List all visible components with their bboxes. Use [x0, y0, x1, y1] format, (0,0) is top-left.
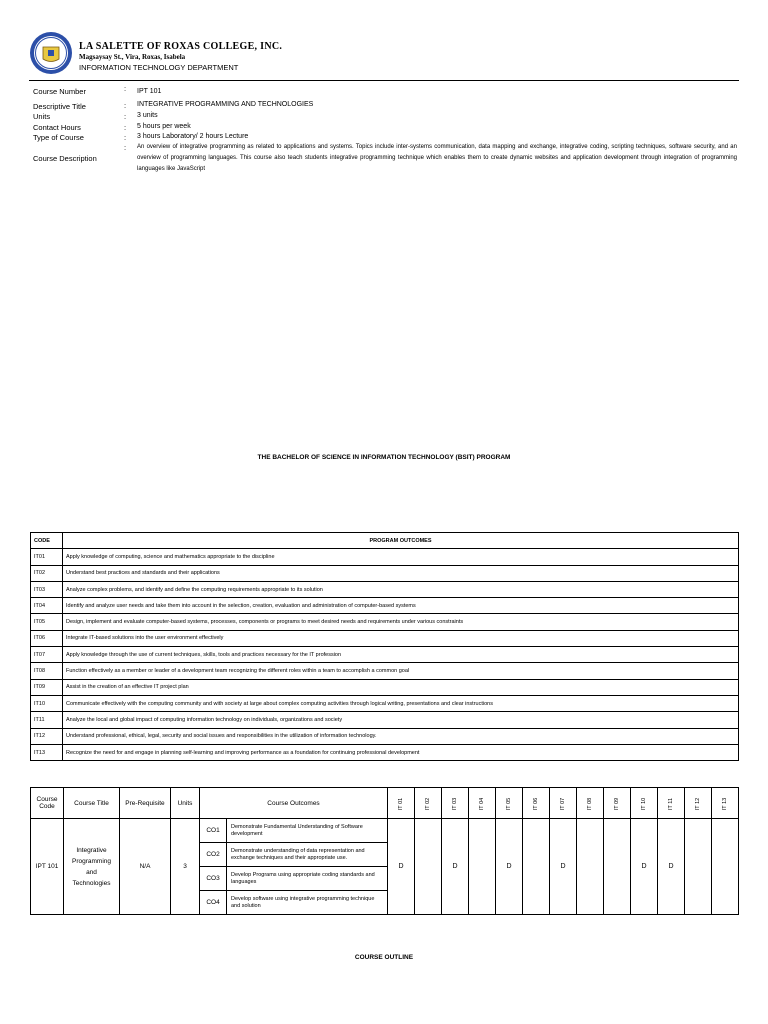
units-value: 3 units — [137, 112, 158, 119]
it-column-header — [469, 788, 496, 819]
colon: : — [124, 123, 127, 132]
outcome-text: Identify and analyze user needs and take them into account in the selection, creation, evaluation and administration of computer-based systems — [63, 598, 739, 614]
course-outline-heading: COURSE OUTLINE — [354, 954, 414, 961]
outcome-code: IT03 — [31, 581, 63, 597]
department-name: INFORMATION TECHNOLOGY DEPARTMENT — [79, 63, 239, 72]
outcome-text: Apply knowledge of computing, science and mathematics appropriate to the discipline — [63, 549, 739, 565]
table-row — [31, 630, 739, 646]
outcome-code: IT12 — [31, 728, 63, 744]
code-header: CODE — [31, 533, 63, 549]
units-label: Units — [33, 112, 51, 121]
contact-hours-value: 5 hours per week — [137, 123, 191, 130]
outcome-text: Assist in the creation of an effective IT project plan — [63, 679, 739, 695]
course-outcome-text: Demonstrate Fundamental Understanding of Software development — [227, 819, 388, 843]
it-mapping-cell: D — [388, 819, 415, 915]
course-code-cell: IPT 101 — [31, 819, 64, 915]
course-code-header: Course Code — [31, 788, 64, 819]
it-column-header — [388, 788, 415, 819]
header-divider — [29, 80, 739, 81]
table-row — [31, 679, 739, 695]
course-outcome-code: CO2 — [200, 843, 227, 867]
it-mapping-cell — [604, 819, 631, 915]
outcome-text: Analyze complex problems, and identify and define the computing requirements appropriate to its solution — [63, 581, 739, 597]
it-mapping-cell: D — [631, 819, 658, 915]
outcome-code: IT04 — [31, 598, 63, 614]
colon: : — [124, 101, 127, 110]
outcome-code: IT09 — [31, 679, 63, 695]
colon: : — [124, 143, 127, 152]
it-column-header — [415, 788, 442, 819]
it-column-label: IT 07 — [560, 797, 566, 810]
it-column-label: IT 13 — [722, 797, 728, 810]
outcome-text: Design, implement and evaluate computer-based systems, processes, components or programs to meet desired needs and requirements under various constraints — [63, 614, 739, 630]
program-outcomes-header: PROGRAM OUTCOMES — [63, 533, 739, 549]
it-column-header — [550, 788, 577, 819]
prerequisite-cell: N/A — [120, 819, 171, 915]
course-title-header: Course Title — [64, 788, 120, 819]
college-name: LA SALETTE OF ROXAS COLLEGE, INC. — [79, 41, 283, 52]
it-column-label: IT 01 — [398, 797, 404, 810]
colon: : — [124, 112, 127, 121]
program-heading: THE BACHELOR OF SCIENCE IN INFORMATION TECHNOLOGY (BSIT) PROGRAM — [257, 454, 511, 461]
it-column-label: IT 10 — [641, 797, 647, 810]
it-column-label: IT 09 — [614, 797, 620, 810]
course-outcomes-table — [30, 787, 739, 915]
it-column-header — [658, 788, 685, 819]
table-row — [31, 744, 739, 760]
course-outcomes-header: Course Outcomes — [200, 788, 388, 819]
outcome-text: Communicate effectively with the computing community and with society at large about complex computing activities through logical writing, presentations and clear instructions — [63, 695, 739, 711]
it-mapping-cell — [577, 819, 604, 915]
it-mapping-cell — [469, 819, 496, 915]
course-outcome-code: CO3 — [200, 867, 227, 891]
outcome-code: IT02 — [31, 565, 63, 581]
it-column-header — [442, 788, 469, 819]
outcome-text: Analyze the local and global impact of computing information technology on individuals, organizations and society — [63, 712, 739, 728]
table-row — [31, 695, 739, 711]
it-column-label: IT 08 — [587, 797, 593, 810]
outcome-code: IT08 — [31, 663, 63, 679]
outcome-code: IT13 — [31, 744, 63, 760]
it-column-label: IT 02 — [425, 797, 431, 810]
table-row — [31, 663, 739, 679]
it-mapping-cell: D — [550, 819, 577, 915]
outcome-text: Recognize the need for and engage in planning self-learning and improving performance as a foundation for continuing professional development — [63, 744, 739, 760]
course-title-cell: Integrative Programming and Technologies — [64, 819, 120, 915]
it-column-header — [523, 788, 550, 819]
it-column-label: IT 03 — [452, 797, 458, 810]
colon: : — [124, 133, 127, 142]
course-outcome-code: CO4 — [200, 891, 227, 915]
type-of-course-value: 3 hours Laboratory/ 2 hours Lecture — [137, 133, 249, 140]
outcome-code: IT07 — [31, 647, 63, 663]
table-row — [31, 565, 739, 581]
outcome-code: IT06 — [31, 630, 63, 646]
outcome-text: Integrate IT-based solutions into the user environment effectively — [63, 630, 739, 646]
it-column-label: IT 12 — [695, 797, 701, 810]
it-column-header — [577, 788, 604, 819]
units-header: Units — [171, 788, 200, 819]
table-row — [31, 819, 739, 843]
outcome-code: IT05 — [31, 614, 63, 630]
it-mapping-cell — [523, 819, 550, 915]
outcome-code: IT11 — [31, 712, 63, 728]
table-row — [31, 614, 739, 630]
table-row — [31, 647, 739, 663]
it-column-label: IT 11 — [668, 797, 674, 810]
outcome-text: Understand professional, ethical, legal, security and social issues and responsibilities in the utilization of information technology. — [63, 728, 739, 744]
table-row — [31, 712, 739, 728]
outcome-text: Apply knowledge through the use of current techniques, skills, tools and practices necessary for the IT profession — [63, 647, 739, 663]
it-mapping-cell: D — [658, 819, 685, 915]
table-row — [31, 581, 739, 597]
contact-hours-label: Contact Hours — [33, 123, 81, 132]
units-cell: 3 — [171, 819, 200, 915]
outcome-text: Function effectively as a member or leader of a development team recognizing the different roles within a team to accomplish a common goal — [63, 663, 739, 679]
course-description-label: Course Description — [33, 154, 97, 163]
course-outcome-text: Develop Programs using appropriate coding standards and languages — [227, 867, 388, 891]
it-column-header — [496, 788, 523, 819]
descriptive-title-label: Descriptive Title — [33, 102, 86, 111]
it-column-label: IT 06 — [533, 797, 539, 810]
it-mapping-cell — [712, 819, 739, 915]
outcome-code: IT10 — [31, 695, 63, 711]
course-outcome-text: Develop software using integrative programming technique and solution — [227, 891, 388, 915]
it-mapping-cell — [685, 819, 712, 915]
course-number-value: IPT 101 — [137, 88, 162, 95]
it-column-header — [685, 788, 712, 819]
it-mapping-cell: D — [442, 819, 469, 915]
program-outcomes-table — [30, 532, 739, 761]
descriptive-title-value: INTEGRATIVE PROGRAMMING AND TECHNOLOGIES — [137, 101, 314, 108]
course-description-value: An overview of integrative programming as related to applications and systems. Topics include inter-systems communication, data mapping and exchange, integrative coding, scripting techniques, software security, and an overview of programming languages. This course also teach students integrative programming technique which enables them to create dynamic websites and application development through integration of programming languages like JavaScript — [137, 144, 737, 172]
college-address: Magsaysay St., Vira, Roxas, Isabela — [79, 53, 186, 61]
type-of-course-label: Type of Course — [33, 133, 84, 142]
table-row — [31, 549, 739, 565]
colon: : — [124, 84, 127, 93]
outcome-code: IT01 — [31, 549, 63, 565]
it-column-header — [604, 788, 631, 819]
prerequisite-header: Pre-Requisite — [120, 788, 171, 819]
it-mapping-cell: D — [496, 819, 523, 915]
outcome-text: Understand best practices and standards and their applications — [63, 565, 739, 581]
table-row — [31, 598, 739, 614]
it-column-label: IT 05 — [506, 797, 512, 810]
it-mapping-cell — [415, 819, 442, 915]
it-column-header — [712, 788, 739, 819]
it-column-label: IT 04 — [479, 797, 485, 810]
table-header-row — [31, 788, 739, 819]
course-outcome-code: CO1 — [200, 819, 227, 843]
course-outcome-text: Demonstrate understanding of data representation and exchange techniques and their appropriate use. — [227, 843, 388, 867]
course-number-label: Course Number — [33, 87, 86, 96]
table-row — [31, 728, 739, 744]
college-seal-logo — [29, 31, 73, 75]
it-column-header — [631, 788, 658, 819]
table-header-row — [31, 533, 739, 549]
